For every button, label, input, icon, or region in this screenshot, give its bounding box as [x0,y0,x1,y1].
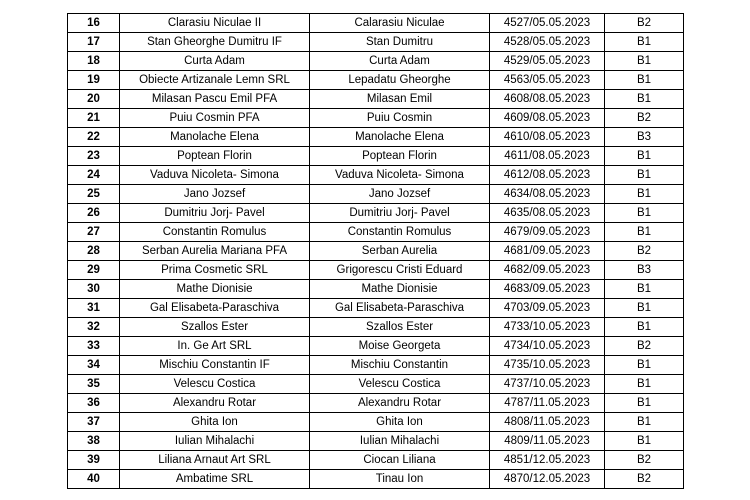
category-cell: B1 [605,71,684,90]
name-cell: Dumitriu Jorj- Pavel [120,204,310,223]
name-cell: Iulian Mihalachi [120,432,310,451]
category-cell: B1 [605,52,684,71]
owner-cell: Mischiu Constantin [310,356,490,375]
table-row [68,375,684,394]
name-cell: Puiu Cosmin PFA [120,109,310,128]
row-number-cell: 17 [68,33,120,52]
name-cell: Ghita Ion [120,413,310,432]
owner-cell: Alexandru Rotar [310,394,490,413]
table-row [68,394,684,413]
table-row [68,337,684,356]
category-cell: B1 [605,318,684,337]
category-cell: B1 [605,166,684,185]
owner-cell: Mathe Dionisie [310,280,490,299]
name-cell: Serban Aurelia Mariana PFA [120,242,310,261]
category-cell: B1 [605,204,684,223]
category-cell: B1 [605,413,684,432]
owner-cell: Gal Elisabeta-Paraschiva [310,299,490,318]
owner-cell: Moise Georgeta [310,337,490,356]
owner-cell: Lepadatu Gheorghe [310,71,490,90]
name-cell: Curta Adam [120,52,310,71]
row-number-cell: 36 [68,394,120,413]
registration-cell: 4787/11.05.2023 [490,394,605,413]
owner-cell: Szallos Ester [310,318,490,337]
table-row [68,280,684,299]
table-row [68,71,684,90]
row-number-cell: 37 [68,413,120,432]
category-cell: B3 [605,261,684,280]
category-cell: B1 [605,185,684,204]
category-cell: B1 [605,432,684,451]
category-cell: B1 [605,280,684,299]
name-cell: Prima Cosmetic SRL [120,261,310,280]
category-cell: B1 [605,90,684,109]
table-row [68,356,684,375]
name-cell: Jano Jozsef [120,185,310,204]
row-number-cell: 26 [68,204,120,223]
category-cell: B2 [605,109,684,128]
row-number-cell: 22 [68,128,120,147]
registration-cell: 4809/11.05.2023 [490,432,605,451]
registration-cell: 4610/08.05.2023 [490,128,605,147]
category-cell: B2 [605,470,684,489]
row-number-cell: 29 [68,261,120,280]
name-cell: Obiecte Artizanale Lemn SRL [120,71,310,90]
row-number-cell: 16 [68,14,120,33]
registration-cell: 4808/11.05.2023 [490,413,605,432]
row-number-cell: 19 [68,71,120,90]
row-number-cell: 35 [68,375,120,394]
category-cell: B1 [605,223,684,242]
registration-cell: 4733/10.05.2023 [490,318,605,337]
table-row [68,242,684,261]
table-row [68,109,684,128]
table-row [68,52,684,71]
name-cell: Szallos Ester [120,318,310,337]
table-row [68,223,684,242]
owner-cell: Calarasiu Niculae [310,14,490,33]
name-cell: Mathe Dionisie [120,280,310,299]
owner-cell: Poptean Florin [310,147,490,166]
owner-cell: Serban Aurelia [310,242,490,261]
owner-cell: Manolache Elena [310,128,490,147]
category-cell: B1 [605,356,684,375]
table-row [68,14,684,33]
table-row [68,451,684,470]
registration-cell: 4635/08.05.2023 [490,204,605,223]
registration-cell: 4683/09.05.2023 [490,280,605,299]
registry-table [67,13,684,489]
category-cell: B2 [605,14,684,33]
registry-table-body [68,14,684,489]
name-cell: Constantin Romulus [120,223,310,242]
owner-cell: Milasan Emil [310,90,490,109]
registration-cell: 4734/10.05.2023 [490,337,605,356]
registration-cell: 4851/12.05.2023 [490,451,605,470]
registration-cell: 4679/09.05.2023 [490,223,605,242]
name-cell: Mischiu Constantin IF [120,356,310,375]
owner-cell: Vaduva Nicoleta- Simona [310,166,490,185]
registration-cell: 4611/08.05.2023 [490,147,605,166]
row-number-cell: 28 [68,242,120,261]
registration-cell: 4527/05.05.2023 [490,14,605,33]
row-number-cell: 38 [68,432,120,451]
table-row [68,128,684,147]
row-number-cell: 32 [68,318,120,337]
table-row [68,318,684,337]
name-cell: Vaduva Nicoleta- Simona [120,166,310,185]
name-cell: Ambatime SRL [120,470,310,489]
table-row [68,261,684,280]
table-row [68,299,684,318]
row-number-cell: 30 [68,280,120,299]
owner-cell: Curta Adam [310,52,490,71]
registration-cell: 4634/08.05.2023 [490,185,605,204]
name-cell: Liliana Arnaut Art SRL [120,451,310,470]
registration-cell: 4870/12.05.2023 [490,470,605,489]
name-cell: Milasan Pascu Emil PFA [120,90,310,109]
name-cell: In. Ge Art SRL [120,337,310,356]
row-number-cell: 33 [68,337,120,356]
category-cell: B3 [605,128,684,147]
owner-cell: Ghita Ion [310,413,490,432]
registration-cell: 4609/08.05.2023 [490,109,605,128]
row-number-cell: 18 [68,52,120,71]
category-cell: B1 [605,394,684,413]
registration-cell: 4681/09.05.2023 [490,242,605,261]
category-cell: B1 [605,147,684,166]
owner-cell: Ciocan Liliana [310,451,490,470]
owner-cell: Velescu Costica [310,375,490,394]
row-number-cell: 39 [68,451,120,470]
table-row [68,147,684,166]
category-cell: B1 [605,33,684,52]
row-number-cell: 24 [68,166,120,185]
registration-cell: 4563/05.05.2023 [490,71,605,90]
owner-cell: Constantin Romulus [310,223,490,242]
registration-cell: 4737/10.05.2023 [490,375,605,394]
table-row [68,185,684,204]
table-row [68,413,684,432]
row-number-cell: 27 [68,223,120,242]
name-cell: Gal Elisabeta-Paraschiva [120,299,310,318]
registration-cell: 4735/10.05.2023 [490,356,605,375]
owner-cell: Iulian Mihalachi [310,432,490,451]
owner-cell: Dumitriu Jorj- Pavel [310,204,490,223]
category-cell: B2 [605,337,684,356]
row-number-cell: 40 [68,470,120,489]
registration-cell: 4608/08.05.2023 [490,90,605,109]
name-cell: Alexandru Rotar [120,394,310,413]
owner-cell: Tinau Ion [310,470,490,489]
row-number-cell: 21 [68,109,120,128]
registration-cell: 4703/09.05.2023 [490,299,605,318]
name-cell: Manolache Elena [120,128,310,147]
owner-cell: Grigorescu Cristi Eduard [310,261,490,280]
table-row [68,432,684,451]
registration-cell: 4682/09.05.2023 [490,261,605,280]
name-cell: Velescu Costica [120,375,310,394]
registration-cell: 4612/08.05.2023 [490,166,605,185]
category-cell: B1 [605,299,684,318]
row-number-cell: 23 [68,147,120,166]
table-row [68,470,684,489]
row-number-cell: 20 [68,90,120,109]
name-cell: Poptean Florin [120,147,310,166]
row-number-cell: 31 [68,299,120,318]
category-cell: B2 [605,451,684,470]
owner-cell: Puiu Cosmin [310,109,490,128]
category-cell: B1 [605,375,684,394]
registration-cell: 4528/05.05.2023 [490,33,605,52]
category-cell: B2 [605,242,684,261]
owner-cell: Stan Dumitru [310,33,490,52]
row-number-cell: 25 [68,185,120,204]
table-row [68,33,684,52]
table-row [68,90,684,109]
table-row [68,204,684,223]
registration-cell: 4529/05.05.2023 [490,52,605,71]
name-cell: Clarasiu Niculae II [120,14,310,33]
owner-cell: Jano Jozsef [310,185,490,204]
name-cell: Stan Gheorghe Dumitru IF [120,33,310,52]
row-number-cell: 34 [68,356,120,375]
table-row [68,166,684,185]
